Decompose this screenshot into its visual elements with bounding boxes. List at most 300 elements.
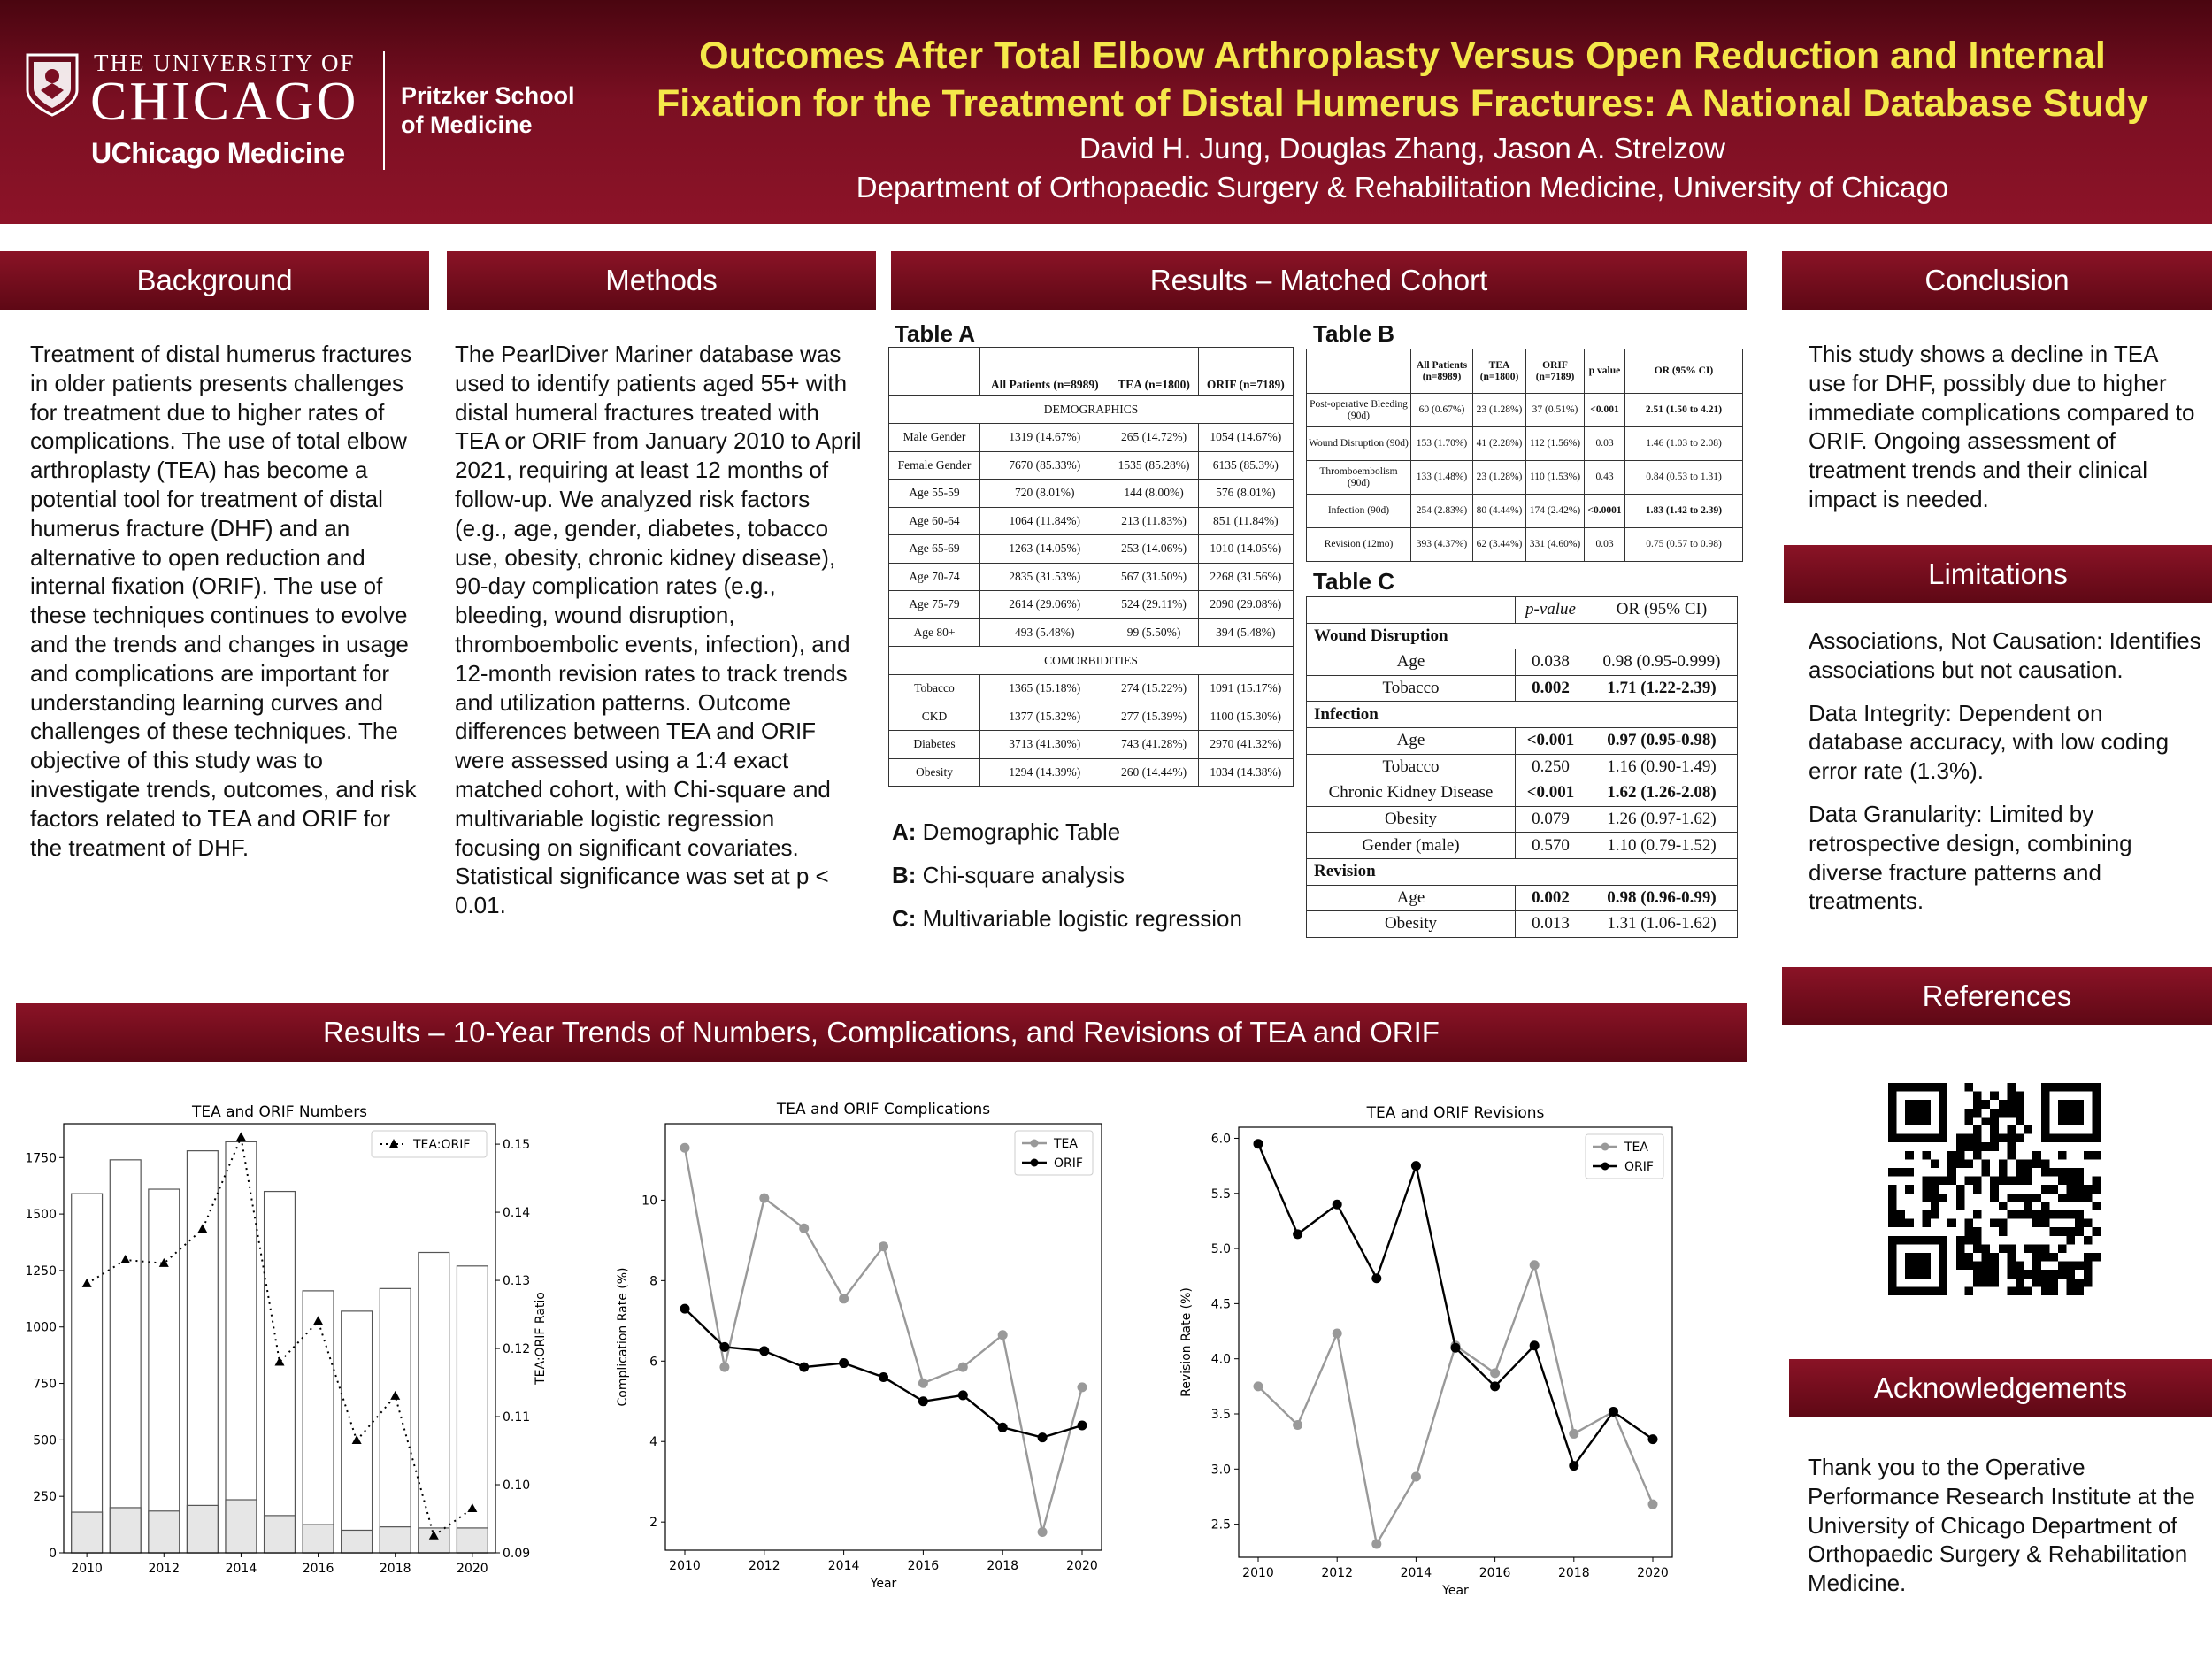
logo-divider — [383, 51, 385, 170]
table-cell: 0.03 — [1585, 528, 1625, 562]
bar-total — [226, 1141, 257, 1553]
table-row — [889, 591, 1294, 619]
table-cell: <0.001 — [1516, 780, 1586, 807]
table-cell: 144 (8.00%) — [1110, 480, 1198, 508]
table-row — [889, 424, 1294, 452]
limitation-item: Data Granularity: Limited by retrospective design, combining diverse fracture patterns and treatments. — [1809, 800, 2132, 915]
table-cell: Obesity — [1307, 806, 1516, 833]
y-tick-label: 5.5 — [1210, 1187, 1231, 1202]
table-row — [889, 507, 1294, 535]
chart-revisions — [1172, 1097, 1686, 1598]
methods-text: The PearlDiver Mariner database was used to identify patients aged 55+ with distal humeral fractures treated with TEA or ORIF from January 2010 to April 2021, requiring at least 12 months of follow-up. We analyzed risk factors (e.g., age, gender, diabetes, tobacco use, obesity, chronic kidney disease), 90-day complication rates (e.g., bleeding, wound disruption, thromboembolic events, infection), and 12-month revision rates to track trends and utilization patterns. Outcome differences between TEA and ORIF were assessed using a 1:4 exact matched cohort, with Chi-square and multivariable logistic regression focusing on significant covariates. Statistical significance was set at p < 0.01. — [455, 341, 862, 919]
table-legend — [892, 810, 1242, 941]
data-point-tea — [1254, 1381, 1263, 1391]
table-b — [1306, 349, 1743, 562]
table-row — [889, 758, 1294, 787]
university-name-main: CHICAGO — [90, 72, 359, 132]
background-heading: Background — [0, 251, 429, 310]
x-tick-label: 2010 — [1242, 1566, 1274, 1580]
table-a-header-cell: ORIF (n=7189) — [1198, 348, 1293, 396]
y2-tick-label: 0.11 — [503, 1410, 531, 1425]
data-point-orif — [958, 1390, 968, 1400]
table-cell: 112 (1.56%) — [1526, 427, 1585, 461]
y-tick-label: 8 — [649, 1274, 657, 1289]
bar-tea — [265, 1516, 296, 1553]
x-tick-label: 2012 — [148, 1562, 180, 1576]
chart-title: TEA and ORIF Numbers — [191, 1103, 368, 1121]
table-cell: Gender (male) — [1307, 833, 1516, 859]
data-point-orif — [1490, 1381, 1500, 1391]
table-row — [1307, 727, 1738, 754]
data-point-tea — [839, 1294, 849, 1303]
table-b-body — [1307, 394, 1743, 562]
table-row — [1307, 806, 1738, 833]
table-cell: Tobacco — [1307, 675, 1516, 702]
data-point-orif — [1451, 1343, 1461, 1353]
table-cell: 110 (1.53%) — [1526, 461, 1585, 495]
ratio-point — [236, 1132, 246, 1141]
legend-label: TEA:ORIF — [413, 1138, 471, 1152]
x-tick-label: 2016 — [1479, 1566, 1511, 1580]
table-cell: 743 (41.28%) — [1110, 731, 1198, 759]
bar-total — [380, 1288, 411, 1553]
x-tick-label: 2010 — [71, 1562, 103, 1576]
table-cell: 331 (4.60%) — [1526, 528, 1585, 562]
table-row — [1307, 528, 1743, 562]
series-line-orif — [1258, 1144, 1653, 1466]
data-point-tea — [1648, 1500, 1658, 1509]
table-cell: 277 (15.39%) — [1110, 703, 1198, 731]
table-legend-item: B: Chi-square analysis — [892, 862, 1125, 888]
table-cell: 0.97 (0.95-0.98) — [1586, 727, 1738, 754]
x-tick-label: 2014 — [827, 1559, 860, 1573]
title-block — [611, 32, 2194, 207]
table-c-body — [1307, 623, 1738, 937]
poster-title — [611, 32, 2194, 127]
table-cell: Tobacco — [889, 675, 980, 703]
table-cell: Age 60-64 — [889, 507, 980, 535]
data-point-orif — [1609, 1407, 1618, 1417]
bar-total — [187, 1151, 218, 1553]
data-point-orif — [1569, 1461, 1578, 1471]
table-c — [1306, 596, 1738, 938]
table-row — [1307, 495, 1743, 528]
bar-tea — [110, 1508, 141, 1553]
table-a-body — [889, 396, 1294, 787]
y-tick-label: 3.5 — [1210, 1408, 1231, 1422]
data-point-orif — [1411, 1161, 1421, 1171]
table-a-header-cell — [889, 348, 980, 396]
table-cell: 41 (2.28%) — [1473, 427, 1526, 461]
data-point-orif — [1530, 1340, 1540, 1350]
table-cell: 153 (1.70%) — [1411, 427, 1473, 461]
conclusion-heading: Conclusion — [1782, 251, 2212, 310]
table-cell: <0.001 — [1516, 727, 1586, 754]
table-cell: Age 65-69 — [889, 535, 980, 564]
qr-code-icon[interactable] — [1888, 1083, 2101, 1295]
table-cell: 1.26 (0.97-1.62) — [1586, 806, 1738, 833]
table-cell: 567 (31.50%) — [1110, 563, 1198, 591]
data-point-tea — [719, 1363, 729, 1372]
table-cell: 394 (5.48%) — [1198, 618, 1293, 647]
y-tick-label: 250 — [33, 1490, 57, 1505]
limitation-item: Associations, Not Causation: Identifies associations but not causation. — [1809, 627, 2201, 683]
table-cell: 1319 (14.67%) — [980, 424, 1110, 452]
chart-legend — [372, 1131, 487, 1157]
data-point-orif — [1254, 1139, 1263, 1148]
table-cell: 1091 (15.17%) — [1198, 675, 1293, 703]
acknowledgements-text: Thank you to the Operative Performance Research Institute at the University of Chicago Department of Orthopaedic Surgery & Rehabilitation Medicine. — [1808, 1454, 2195, 1597]
table-cell: Age — [1307, 649, 1516, 676]
results-matched-heading: Results – Matched Cohort — [891, 251, 1747, 310]
table-cell: 60 (0.67%) — [1411, 394, 1473, 427]
table-cell: 133 (1.48%) — [1411, 461, 1473, 495]
bar-total — [419, 1253, 449, 1554]
x-tick-label: 2014 — [1400, 1566, 1432, 1580]
poster-title-line1: Outcomes After Total Elbow Arthroplasty Versus Open Reduction and Internal — [699, 35, 2106, 77]
table-cell: Age — [1307, 885, 1516, 911]
x-tick-label: 2012 — [748, 1559, 780, 1573]
table-cell: 1263 (14.05%) — [980, 535, 1110, 564]
table-cell: 0.002 — [1516, 675, 1586, 702]
table-row — [889, 703, 1294, 731]
legend-marker — [1601, 1143, 1609, 1151]
authors: David H. Jung, Douglas Zhang, Jason A. Strelzow — [1079, 132, 1726, 165]
table-cell: 1010 (14.05%) — [1198, 535, 1293, 564]
table-row — [889, 535, 1294, 564]
table-row — [1307, 461, 1743, 495]
data-point-orif — [1648, 1434, 1658, 1444]
legend-marker — [1031, 1140, 1039, 1148]
bar-tea — [380, 1527, 411, 1553]
table-cell: 1294 (14.39%) — [980, 758, 1110, 787]
x-axis-label: Year — [870, 1577, 897, 1591]
university-seal-icon — [25, 51, 80, 117]
table-row — [1307, 754, 1738, 780]
bar-tea — [72, 1512, 103, 1553]
background-text: Treatment of distal humerus fractures in older patients presents challenges for treatment due to higher rates of complications. The use of total elbow arthroplasty (TEA) has become a potential tool for treatment of distal humerus fracture (DHF) and an alternative to open reduction and internal fixation (ORIF). The use of these techniques continues to evolve and the trends and changes in usage and complications are important for understanding learning curves and challenges of these techniques. The objective of this study was to investigate trends, outcomes, and risk factors related to TEA and ORIF for the treatment of DHF. — [30, 341, 417, 861]
table-row — [1307, 675, 1738, 702]
table-row — [1307, 702, 1738, 728]
table-section-label: DEMOGRAPHICS — [889, 396, 1294, 424]
table-b-header-cell: OR (95% CI) — [1625, 349, 1743, 394]
table-row — [889, 618, 1294, 647]
limitation-item: Data Integrity: Dependent on database accuracy, with low coding error rate (1.3%). — [1809, 699, 2170, 785]
table-cell: Age — [1307, 727, 1516, 754]
data-point-orif — [799, 1363, 809, 1372]
table-b-header-cell: p value — [1585, 349, 1625, 394]
y-tick-label: 1500 — [25, 1208, 57, 1223]
table-cell: 174 (2.42%) — [1526, 495, 1585, 528]
data-point-tea — [1293, 1420, 1302, 1430]
y-tick-label: 1000 — [25, 1320, 57, 1335]
table-cell: <0.0001 — [1585, 495, 1625, 528]
y-axis-label: Revision Rate (%) — [1179, 1287, 1194, 1397]
table-row — [889, 731, 1294, 759]
y2-tick-label: 0.09 — [503, 1547, 531, 1561]
legend-label: TEA — [1054, 1137, 1078, 1151]
table-cell: 213 (11.83%) — [1110, 507, 1198, 535]
x-tick-label: 2014 — [225, 1562, 257, 1576]
bar-total — [72, 1194, 103, 1553]
legend-marker — [1601, 1163, 1609, 1171]
y2-tick-label: 0.12 — [503, 1342, 531, 1357]
y-tick-label: 10 — [641, 1194, 657, 1209]
table-cell: 851 (11.84%) — [1198, 507, 1293, 535]
data-point-orif — [839, 1358, 849, 1368]
chart-legend — [1586, 1134, 1663, 1179]
table-cell: 2835 (31.53%) — [980, 563, 1110, 591]
table-cell: 37 (0.51%) — [1526, 394, 1585, 427]
y2-tick-label: 0.14 — [503, 1206, 531, 1221]
data-point-tea — [918, 1379, 928, 1388]
acknowledgements-heading: Acknowledgements — [1789, 1359, 2212, 1417]
x-tick-label: 2016 — [907, 1559, 940, 1573]
table-row — [889, 647, 1294, 675]
data-point-orif — [1038, 1432, 1048, 1442]
data-point-orif — [1333, 1200, 1342, 1210]
table-group-label: Wound Disruption — [1307, 623, 1738, 649]
table-cell: Age 75-79 — [889, 591, 980, 619]
data-point-tea — [1038, 1527, 1048, 1537]
data-point-tea — [759, 1194, 769, 1203]
table-row — [1307, 394, 1743, 427]
table-cell: Obesity — [889, 758, 980, 787]
table-cell: 6135 (85.3%) — [1198, 451, 1293, 480]
bar-total — [110, 1160, 141, 1553]
table-cell: 1377 (15.32%) — [980, 703, 1110, 731]
trends-heading: Results – 10-Year Trends of Numbers, Complications, and Revisions of TEA and ORIF — [16, 1003, 1747, 1062]
legend-label: ORIF — [1624, 1160, 1654, 1174]
x-tick-label: 2012 — [1321, 1566, 1354, 1580]
table-b-header-row — [1307, 349, 1743, 394]
y-tick-label: 500 — [33, 1433, 57, 1448]
table-cell: 99 (5.50%) — [1110, 618, 1198, 647]
x-tick-label: 2020 — [1637, 1566, 1669, 1580]
data-point-orif — [918, 1396, 928, 1406]
table-cell: Female Gender — [889, 451, 980, 480]
y-tick-label: 4.5 — [1210, 1297, 1231, 1312]
table-cell: Obesity — [1307, 911, 1516, 938]
table-row — [889, 396, 1294, 424]
chart-title: TEA and ORIF Revisions — [1366, 1104, 1545, 1122]
bar-total — [265, 1192, 296, 1553]
table-section-label: COMORBIDITIES — [889, 647, 1294, 675]
table-cell: 3713 (41.30%) — [980, 731, 1110, 759]
school-name-line1: Pritzker School — [401, 82, 575, 109]
table-cell: Age 70-74 — [889, 563, 980, 591]
y-tick-label: 6 — [649, 1355, 657, 1370]
bar-tea — [226, 1500, 257, 1553]
table-cell: 0.84 (0.53 to 1.31) — [1625, 461, 1743, 495]
table-cell: 0.013 — [1516, 911, 1586, 938]
chart-complications — [611, 1093, 1115, 1591]
table-cell: 720 (8.01%) — [980, 480, 1110, 508]
y-tick-label: 5.0 — [1210, 1242, 1231, 1257]
x-tick-label: 2018 — [379, 1562, 411, 1576]
table-cell: 576 (8.01%) — [1198, 480, 1293, 508]
data-point-orif — [1078, 1421, 1087, 1431]
table-a-label: Table A — [895, 320, 976, 347]
table-cell: 254 (2.83%) — [1411, 495, 1473, 528]
data-point-tea — [799, 1224, 809, 1233]
bar-tea — [303, 1525, 334, 1553]
table-row — [889, 480, 1294, 508]
table-cell: 1100 (15.30%) — [1198, 703, 1293, 731]
bar-total — [342, 1311, 373, 1553]
x-tick-label: 2016 — [302, 1562, 334, 1576]
table-row — [889, 451, 1294, 480]
chart-numbers — [18, 1097, 584, 1584]
table-cell: 2.51 (1.50 to 4.21) — [1625, 394, 1743, 427]
table-cell: 62 (3.44%) — [1473, 528, 1526, 562]
series-line-tea — [1258, 1265, 1653, 1544]
data-point-orif — [719, 1342, 729, 1352]
table-cell: 0.98 (0.96-0.99) — [1586, 885, 1738, 911]
table-cell: 0.03 — [1585, 427, 1625, 461]
table-cell: 1.46 (1.03 to 2.08) — [1625, 427, 1743, 461]
table-b-header-cell: TEA (n=1800) — [1473, 349, 1526, 394]
table-row — [1307, 911, 1738, 938]
x-tick-label: 2010 — [669, 1559, 701, 1573]
table-a-header-cell: All Patients (n=8989) — [980, 348, 1110, 396]
table-cell: 0.43 — [1585, 461, 1625, 495]
uchicago-medicine-label: UChicago Medicine — [91, 137, 345, 169]
table-c-header-row — [1307, 597, 1738, 624]
y-tick-label: 0 — [49, 1547, 57, 1561]
table-cell: 23 (1.28%) — [1473, 461, 1526, 495]
table-b-label: Table B — [1313, 320, 1394, 347]
methods-heading: Methods — [447, 251, 876, 310]
data-point-tea — [1371, 1540, 1381, 1549]
data-point-tea — [958, 1363, 968, 1372]
bar-tea — [149, 1511, 180, 1553]
x-axis-label: Year — [1442, 1584, 1469, 1598]
table-cell: Wound Disruption (90d) — [1307, 427, 1411, 461]
poster-title-line2: Fixation for the Treatment of Distal Humerus Fractures: A National Database Study — [656, 82, 2149, 125]
chart-legend — [1015, 1131, 1093, 1175]
table-cell: Thromboembolism (90d) — [1307, 461, 1411, 495]
affiliation: Department of Orthopaedic Surgery & Rehabilitation Medicine, University of Chicago — [856, 171, 1949, 204]
table-cell: 1054 (14.67%) — [1198, 424, 1293, 452]
chart-title: TEA and ORIF Complications — [776, 1101, 991, 1118]
table-b-header-cell: All Patients (n=8989) — [1411, 349, 1473, 394]
table-cell: 1.62 (1.26-2.08) — [1586, 780, 1738, 807]
table-cell: Post-operative Bleeding (90d) — [1307, 394, 1411, 427]
table-cell: Age 80+ — [889, 618, 980, 647]
table-row — [1307, 623, 1738, 649]
x-tick-label: 2020 — [1066, 1559, 1098, 1573]
table-cell: <0.001 — [1585, 394, 1625, 427]
table-cell: 0.079 — [1516, 806, 1586, 833]
bar-tea — [187, 1505, 218, 1553]
y2-tick-label: 0.10 — [503, 1479, 531, 1494]
table-cell: 1.10 (0.79-1.52) — [1586, 833, 1738, 859]
bar-tea — [457, 1528, 488, 1553]
y-tick-label: 2 — [649, 1516, 657, 1531]
table-cell: 265 (14.72%) — [1110, 424, 1198, 452]
table-b-header-cell: ORIF (n=7189) — [1526, 349, 1585, 394]
data-point-orif — [879, 1372, 888, 1382]
table-row — [1307, 649, 1738, 676]
data-point-tea — [1530, 1260, 1540, 1270]
table-cell: 1365 (15.18%) — [980, 675, 1110, 703]
x-tick-label: 2020 — [457, 1562, 488, 1576]
table-a-header-row — [889, 348, 1294, 396]
poster-header — [0, 0, 2212, 224]
y2-tick-label: 0.15 — [503, 1138, 531, 1153]
data-point-orif — [1293, 1229, 1302, 1239]
data-point-tea — [1411, 1472, 1421, 1482]
limitations-heading: Limitations — [1784, 545, 2212, 603]
data-point-orif — [680, 1304, 690, 1314]
bar-tea — [342, 1530, 373, 1553]
table-c-header-cell: OR (95% CI) — [1586, 597, 1738, 624]
data-point-tea — [879, 1241, 888, 1251]
table-cell: Age 55-59 — [889, 480, 980, 508]
table-b-header-cell — [1307, 349, 1411, 394]
table-cell: 1.31 (1.06-1.62) — [1586, 911, 1738, 938]
table-cell: 1.71 (1.22-2.39) — [1586, 675, 1738, 702]
data-point-tea — [1078, 1382, 1087, 1392]
table-c-label: Table C — [1313, 568, 1394, 595]
table-row — [1307, 858, 1738, 885]
table-cell: 0.250 — [1516, 754, 1586, 780]
series-line-tea — [685, 1148, 1082, 1532]
school-name-line2: of Medicine — [401, 111, 533, 138]
table-cell: 1535 (85.28%) — [1110, 451, 1198, 480]
table-cell: 393 (4.37%) — [1411, 528, 1473, 562]
y-tick-label: 1750 — [25, 1151, 57, 1166]
y-axis-label: Complication Rate (%) — [616, 1267, 630, 1407]
table-cell: 253 (14.06%) — [1110, 535, 1198, 564]
y-tick-label: 1250 — [25, 1263, 57, 1279]
table-cell: 7670 (85.33%) — [980, 451, 1110, 480]
table-cell: 493 (5.48%) — [980, 618, 1110, 647]
legend-label: TEA — [1624, 1141, 1648, 1155]
y-tick-label: 4.0 — [1210, 1352, 1231, 1367]
table-cell: Revision (12mo) — [1307, 528, 1411, 562]
table-cell: 1034 (14.38%) — [1198, 758, 1293, 787]
data-point-tea — [998, 1330, 1008, 1340]
table-cell: Infection (90d) — [1307, 495, 1411, 528]
table-group-label: Infection — [1307, 702, 1738, 728]
bar-total — [149, 1189, 180, 1553]
data-point-orif — [1371, 1273, 1381, 1283]
table-cell: Chronic Kidney Disease — [1307, 780, 1516, 807]
data-point-tea — [1333, 1329, 1342, 1339]
conclusion-text: This study shows a decline in TEA use for DHF, possibly due to higher immediate complications compared to ORIF. Ongoing assessment of treatment trends and their clinical impact is needed. — [1809, 341, 2195, 512]
table-cell: 1.83 (1.42 to 2.39) — [1625, 495, 1743, 528]
table-row — [1307, 427, 1743, 461]
table-cell: 80 (4.44%) — [1473, 495, 1526, 528]
limitations-list — [1809, 626, 2202, 930]
y-tick-label: 4 — [649, 1435, 657, 1450]
x-tick-label: 2018 — [1557, 1566, 1590, 1580]
table-cell: 2090 (29.08%) — [1198, 591, 1293, 619]
table-a-header-cell: TEA (n=1800) — [1110, 348, 1198, 396]
data-point-orif — [998, 1423, 1008, 1432]
table-row — [889, 563, 1294, 591]
table-cell: 0.75 (0.57 to 0.98) — [1625, 528, 1743, 562]
y-tick-label: 3.0 — [1210, 1463, 1231, 1478]
table-row — [1307, 885, 1738, 911]
table-cell: 1.16 (0.90-1.49) — [1586, 754, 1738, 780]
school-name — [401, 81, 575, 140]
data-point-tea — [1569, 1429, 1578, 1439]
table-cell: 0.038 — [1516, 649, 1586, 676]
table-row — [889, 675, 1294, 703]
